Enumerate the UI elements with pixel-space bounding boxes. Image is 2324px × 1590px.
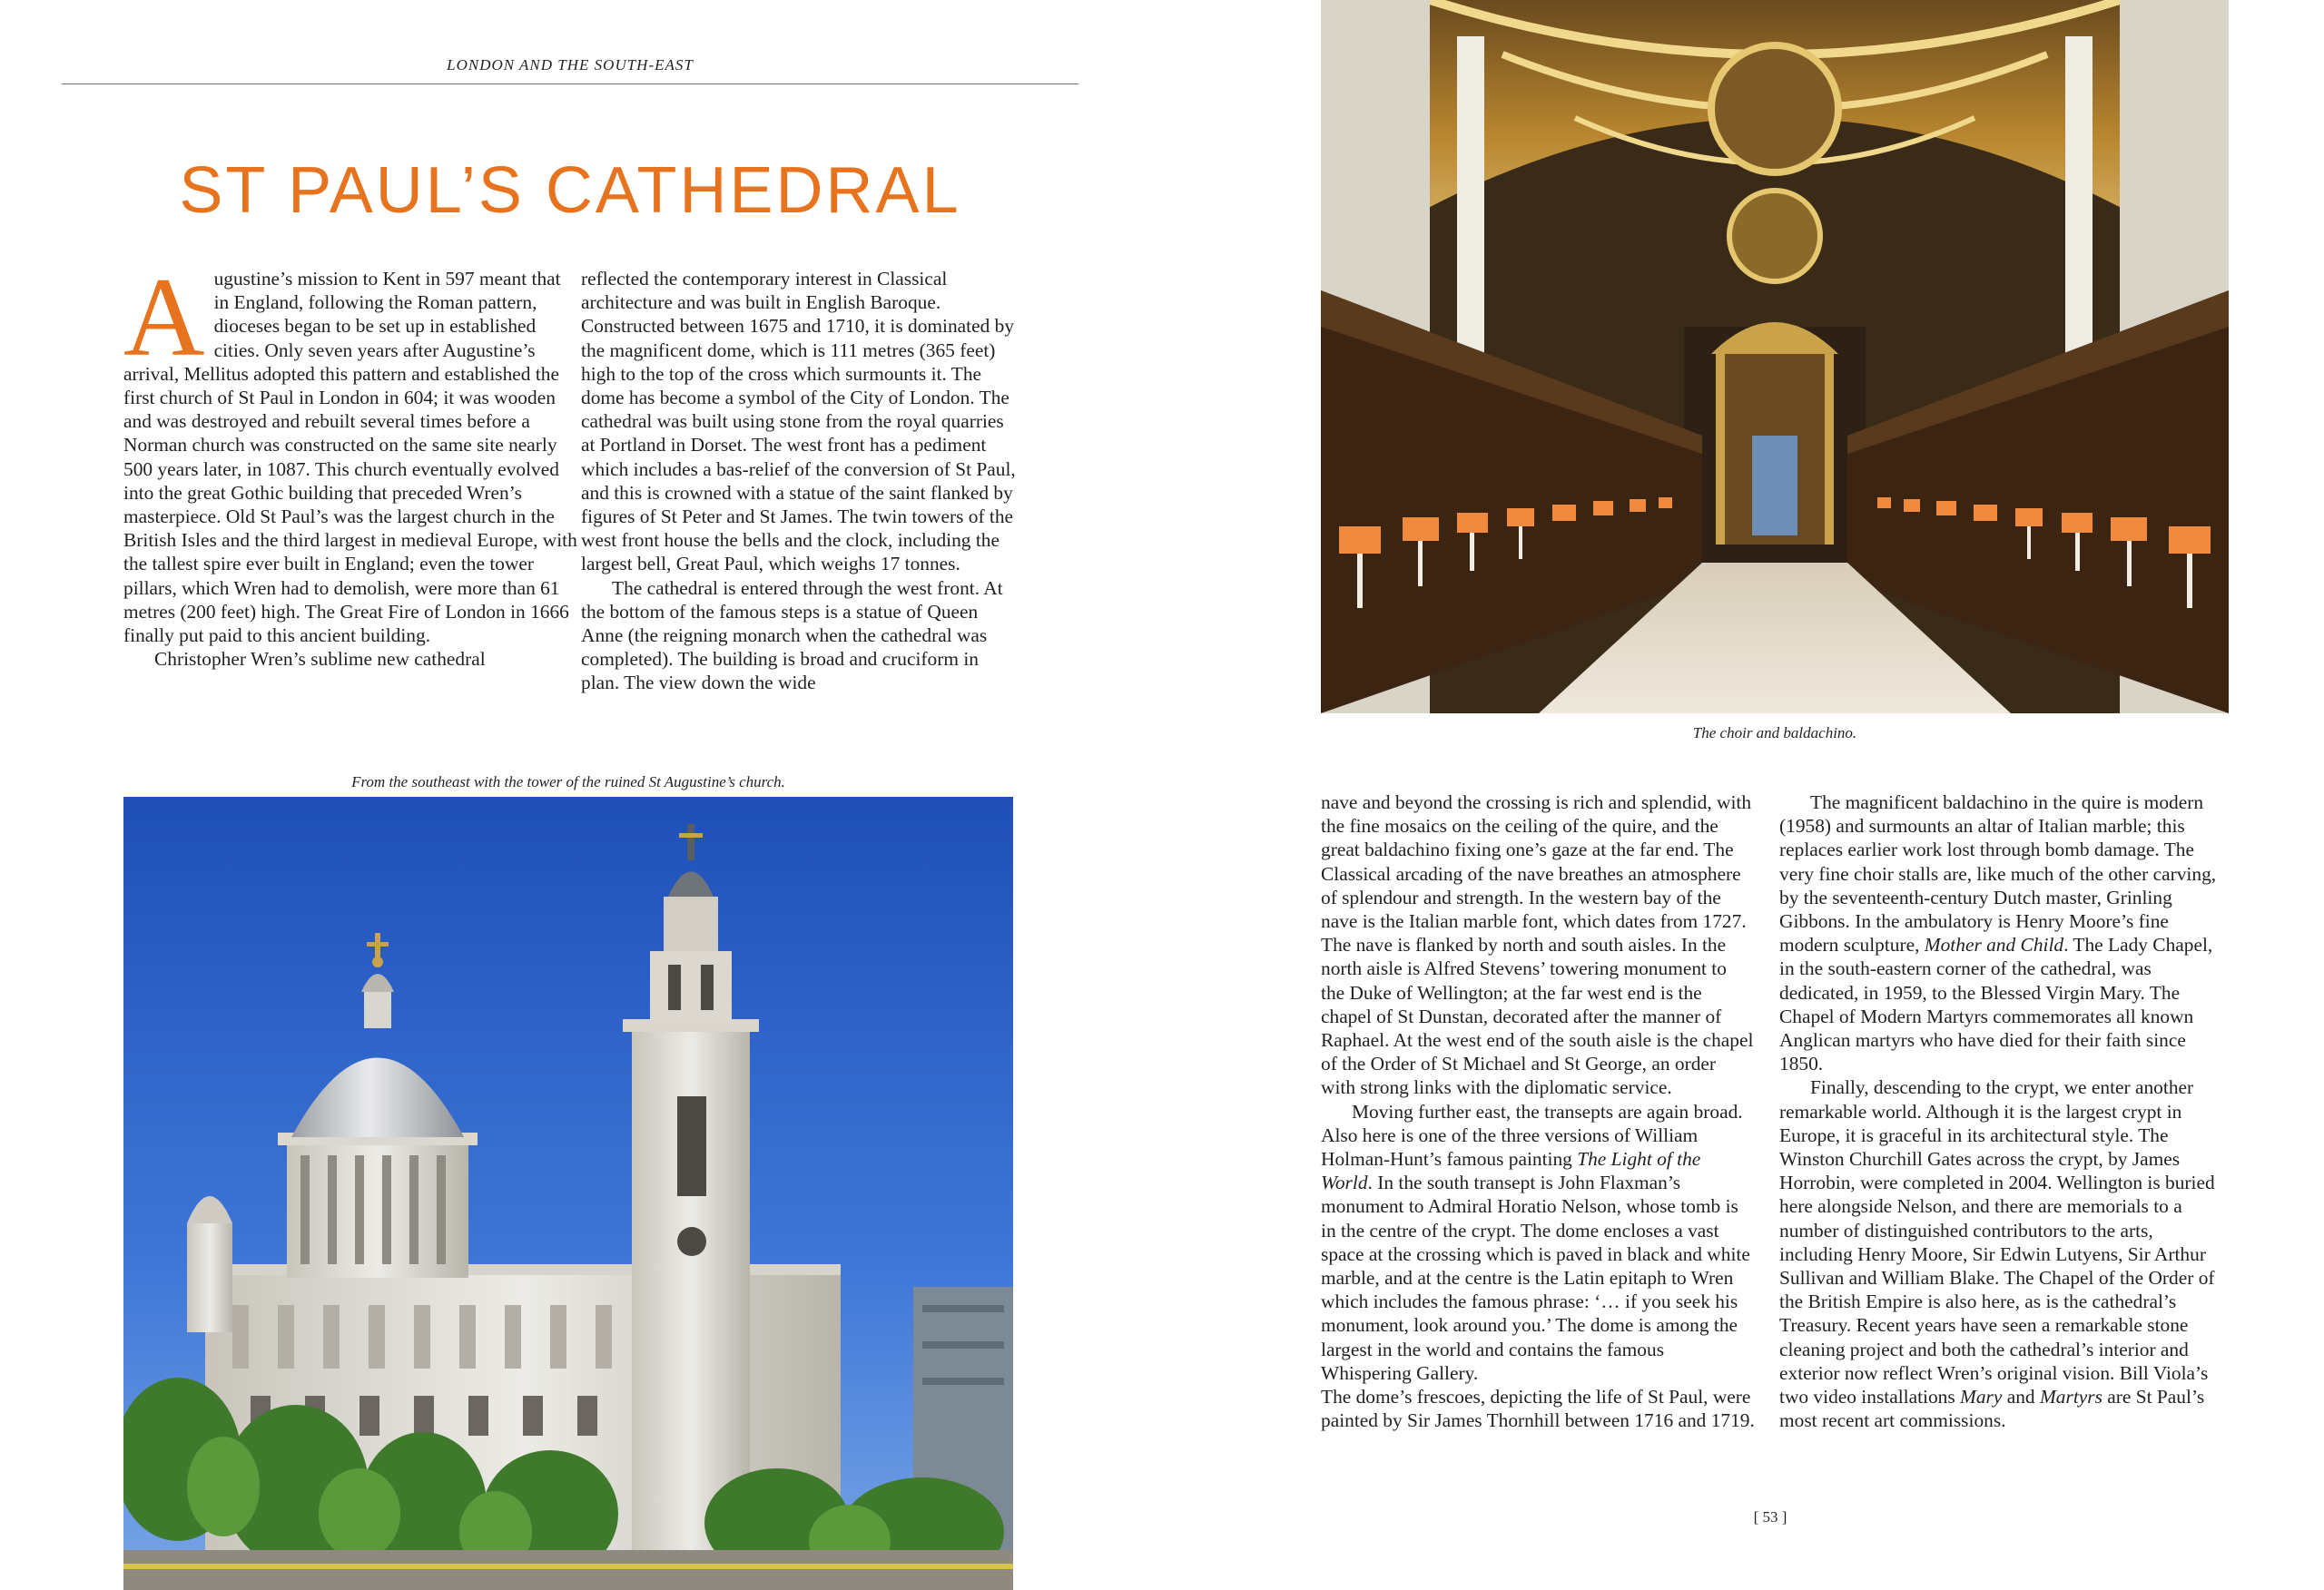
paragraph-text: and [2002, 1386, 2040, 1408]
artwork-title: Martyrs [2039, 1386, 2102, 1408]
paragraph-text: Finally, descending to the crypt, we enter another remarkable world. Although it is the largest crypt in Europe, it is graceful in its architectural style. The Winston Churchill Gates across the crypt, by James Horrobin, were completed in 2004. Wellington is buried here alongside Nelson, and there are memorials to a number of distinguished contributors to the arts, including Henry Moore, Sir Edwin Lutyens, Sir Arthur Sullivan and William Blake. The Chapel of the Order of the British Empire is also here, as is the cathedral’s Treasury. Recent years have seen a remarkable stone cleaning project and both the cathedral’s interior and exterior now reflect Wren’s original vision. Bill Viola’s two video installations [1779, 1076, 2215, 1408]
paragraph: The dome’s frescoes, depicting the life of St Paul, were painted by Sir James Thornhill between 1716 and 1719. [1321, 1386, 1755, 1432]
paragraph: nave and beyond the crossing is rich and splendid, with the fine mosaics on the ceiling of the quire, and the great baldachino fixing one’s gaze at the far end. The Classical arcading of the nave breathes an atmosphere of splendour and strength. In the western bay of the nave is the Italian marble font, which dates from 1727. The nave is flanked by north and south aisles. In the north aisle is Alfred Stevens’ towering monument to the Duke of Wellington; at the far west end is the chapel of St Dunstan, decorated after the manner of Raphael. At the west end of the south aisle is the chapel of the Order of St Michael and St George, an order with strong links with the diplomatic service. [1321, 791, 1754, 1099]
text-column-4 [1779, 790, 2219, 1432]
page-title: ST PAUL’S CATHEDRAL [179, 154, 961, 227]
header-rule [62, 83, 1078, 84]
paragraph-text: are St Paul’s most recent art commissions. [1779, 1386, 2205, 1432]
text-column-1 [123, 255, 577, 671]
page-number: [ 53 ] [1753, 1508, 1787, 1526]
paragraph-text: ugustine’s mission to Kent in 597 meant that in England, following the Roman pattern, dioceses began to be set up in established cities. Only seven years after Augustine’s arrival, Mellitus adopted this pattern and established the first church of St Paul in London in 604; it was wooden and was destroyed and rebuilt several times before a Norman church was constructed on the same site nearly 500 years later, in 1087. This church eventually evolved into the great Gothic building that preceded Wren’s masterpiece. Old St Paul’s was the largest church in the British Isles and the third largest in medieval Europe, with the tallest spire ever built in England; even the tower pillars, which Wren had to demolish, were more than 61 metres (200 feet) high. The Great Fire of London in 1666 finally put paid to this ancient building. [123, 268, 577, 647]
photo-caption-choir: The choir and baldachino. [1692, 724, 1857, 741]
paragraph [1779, 1075, 2219, 1432]
paragraph-text: . The Lady Chapel, in the south-eastern corner of the cathedral, was dedicated, in 1959, to the Blessed Virgin Mary. The Chapel of Modern Martyrs commemorates all known Anglican martyrs who have died for their faith since 1850. [1779, 934, 2213, 1075]
paragraph: Christopher Wren’s sublime new cathedral [154, 648, 486, 671]
paragraph: The cathedral is entered through the west front. At the bottom of the famous steps is a statue of Queen Anne (the reigning monarch when the cathedral was completed). The building is broad and cruciform in plan. The view down the wide [581, 576, 1003, 694]
text-column-2 [581, 267, 1019, 695]
paragraph [1779, 790, 2219, 1075]
paragraph-text: The magnificent baldachino in the quire is modern (1958) and surmounts an altar of Italian marble; this replaces earlier work lost through bomb damage. The very fine choir stalls are, like much of the other carving, by the seventeenth-century Dutch master, Grinling Gibbons. In the ambulatory is Henry Moore’s fine modern sculpture, [1779, 791, 2217, 957]
paragraph-text: Moving further east, the transepts are again broad. Also here is one of the three versions of William Holman-Hunt’s famous painting [1321, 1100, 1743, 1171]
sculpture-title: Mother and Child [1924, 934, 2064, 957]
running-head: LONDON AND THE SOUTH-EAST [447, 56, 694, 74]
photo-caption-exterior: From the southeast with the tower of the ruined St Augustine’s church. [351, 773, 785, 790]
painting-title: The Light of the World [1321, 1148, 1701, 1194]
paragraph-text: . In the south transept is John Flaxman’s monument to Admiral Horatio Nelson, whose tomb is in the centre of the crypt. The dome encloses a vast space at the crossing which is paved in black and white marble, and at the centre is the Latin epitaph to Wren which includes the famous phrase: ‘… if you seek his monument, look around you.’ The dome is among the largest in the world and contains the famous Whispering Gallery. [1321, 1172, 1750, 1384]
drop-cap: A [123, 255, 205, 379]
choir-interior-photo [1321, 0, 2229, 713]
paragraph [123, 255, 577, 647]
cathedral-exterior-photo [123, 797, 1013, 1590]
paragraph: reflected the contemporary interest in Classical architecture and was built in English Baroque. Constructed between 1675 and 1710, it is dominated by the magnificent dome, which is 111 metres (365 feet) high to the top of the cross which surmounts it. The dome has become a symbol of the City of London. The cathedral was built using stone from the royal quarries at Portland in Dorset. The west front has a pediment which includes a bas-relief of the conversion of St Paul, and this is crowned with a statue of the saint flanked by figures of St Peter and St James. The twin towers of the west front house the bells and the clock, including the largest bell, Great Paul, which weighs 17 tonnes. [581, 268, 1016, 575]
artwork-title: Mary [1960, 1386, 2003, 1408]
text-column-3 [1321, 790, 1755, 1432]
paragraph [1321, 1100, 1755, 1385]
